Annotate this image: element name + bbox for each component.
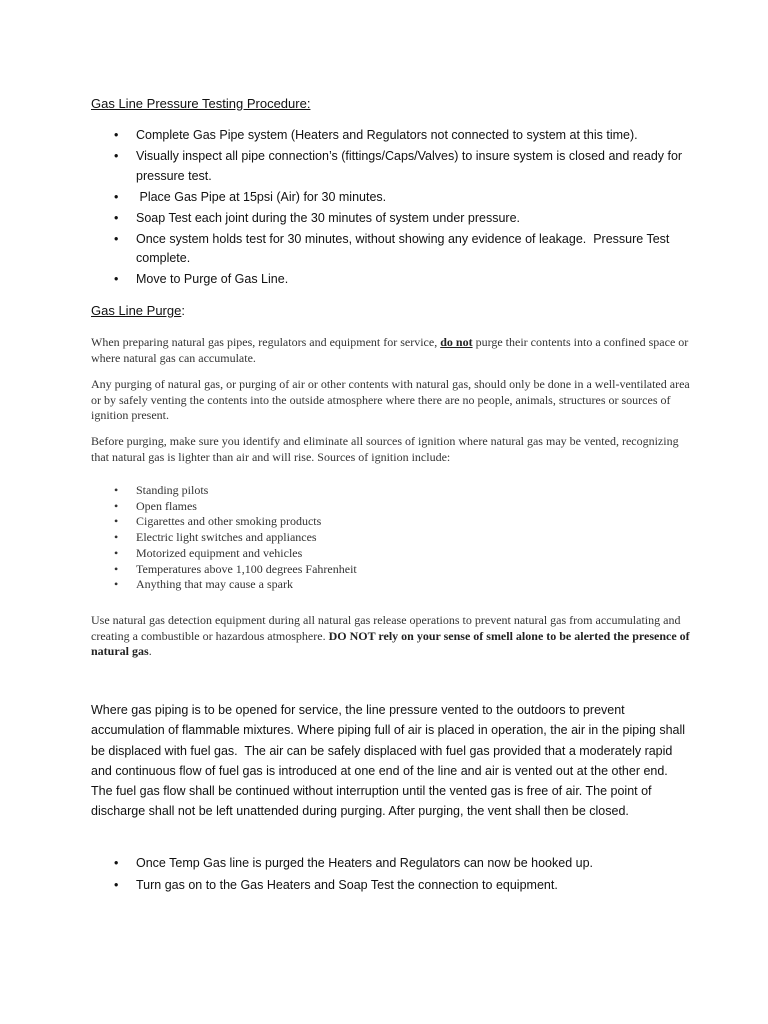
list-item: • Motorized equipment and vehicles [114, 545, 303, 560]
bullet-icon: • [114, 231, 119, 246]
bullet-icon: • [114, 128, 119, 142]
bullet-icon: • [114, 530, 119, 545]
list-item: • Temperatures above 1,100 degrees Fahrenheit [114, 561, 357, 576]
bullet-icon: • [114, 577, 119, 592]
list-item: • Standing pilots [114, 483, 209, 497]
list-item: • Open flames [114, 498, 197, 513]
gas-line-purge-heading-text: Gas Line Purge [91, 303, 182, 318]
do-not-emphasis: do not [440, 335, 473, 349]
bullet-icon: • [114, 877, 119, 892]
pressure-testing-heading: Gas Line Pressure Testing Procedure: [91, 96, 311, 111]
list-item: • Cigarettes and other smoking products [114, 514, 322, 529]
pressure-testing-steps [0, 126, 768, 291]
gas-line-purge-heading [91, 303, 185, 318]
purge-paragraph-1: When preparing natural gas pipes, regulators and equipment for service, do not purge their contents into a confined space or where natural gas can accumulate. [91, 335, 689, 365]
list-item: • Electric light switches and appliances [114, 530, 317, 545]
bullet-icon: • [114, 545, 119, 560]
heading-colon: : [181, 303, 185, 318]
bullet-icon: • [114, 189, 119, 204]
bullet-icon: • [114, 149, 119, 163]
list-item: • Visually inspect all pipe connection’s (fittings/Caps/Valves) to insure system is closed and ready for pressure test. [114, 149, 683, 183]
smell-warning-emphasis: DO NOT rely on your sense of smell alone to be alerted the presence of natural gas [91, 628, 690, 659]
list-item: • Once Temp Gas line is purged the Heaters and Regulators can now be hooked up. [0, 854, 768, 874]
ignition-sources-list [0, 483, 768, 593]
bullet-icon: • [114, 483, 119, 497]
bullet-icon: • [114, 210, 119, 225]
list-item: • Once system holds test for 30 minutes, without showing any evidence of leakage. Pressure Test complete. [114, 231, 673, 265]
bullet-icon: • [114, 272, 119, 286]
list-item: • Complete Gas Pipe system (Heaters and Regulators not connected to system at this time). [0, 126, 768, 146]
purging-procedure-paragraph: Where gas piping is to be opened for service, the line pressure vented to the outdoors to prevent accumulation of flammable mixtures. Where piping full of air is placed in operation, the air in the piping shall be displaced with fuel gas. The air can be safely displaced with fuel gas provided that a moderately rapid and continuous flow of fuel gas is introduced at one end of the line and air is vented out at the other end. The fuel gas flow shall be continued without interruption until the vented gas is free of air. The point of discharge shall not be left unattended during purging. After purging, the vent shall then be closed. [91, 703, 689, 819]
list-item: • Move to Purge of Gas Line. [0, 270, 768, 290]
purge-paragraph-3: Before purging, make sure you identify and eliminate all sources of ignition where natural gas may be vented, recognizing that natural gas is lighter than air and will rise. Sources of ignition include: [91, 434, 679, 464]
bullet-icon: • [114, 514, 119, 529]
bullet-icon: • [114, 561, 119, 576]
purge-paragraph-4: Use natural gas detection equipment during all natural gas release operations to prevent natural gas from accumulating and creating a combustible or hazardous atmosphere. DO NOT rely on your sense of smell alone to be alerted the presence of natural gas. [91, 613, 690, 659]
bullet-icon: • [114, 498, 119, 513]
list-item: • Turn gas on to the Gas Heaters and Soap Test the connection to equipment. [0, 876, 768, 896]
purge-paragraph-2: Any purging of natural gas, or purging of air or other contents with natural gas, should only be done in a well-ventilated area or by safely venting the contents into the outside atmosphere where there are no people, animals, structures or sources of ignition present. [91, 377, 690, 423]
final-steps-list [0, 854, 768, 897]
list-item: • Soap Test each joint during the 30 minutes of system under pressure. [0, 209, 768, 229]
list-item: • Anything that may cause a spark [114, 577, 293, 592]
bullet-icon: • [114, 856, 119, 870]
list-item: • Place Gas Pipe at 15psi (Air) for 30 minutes. [0, 188, 768, 208]
